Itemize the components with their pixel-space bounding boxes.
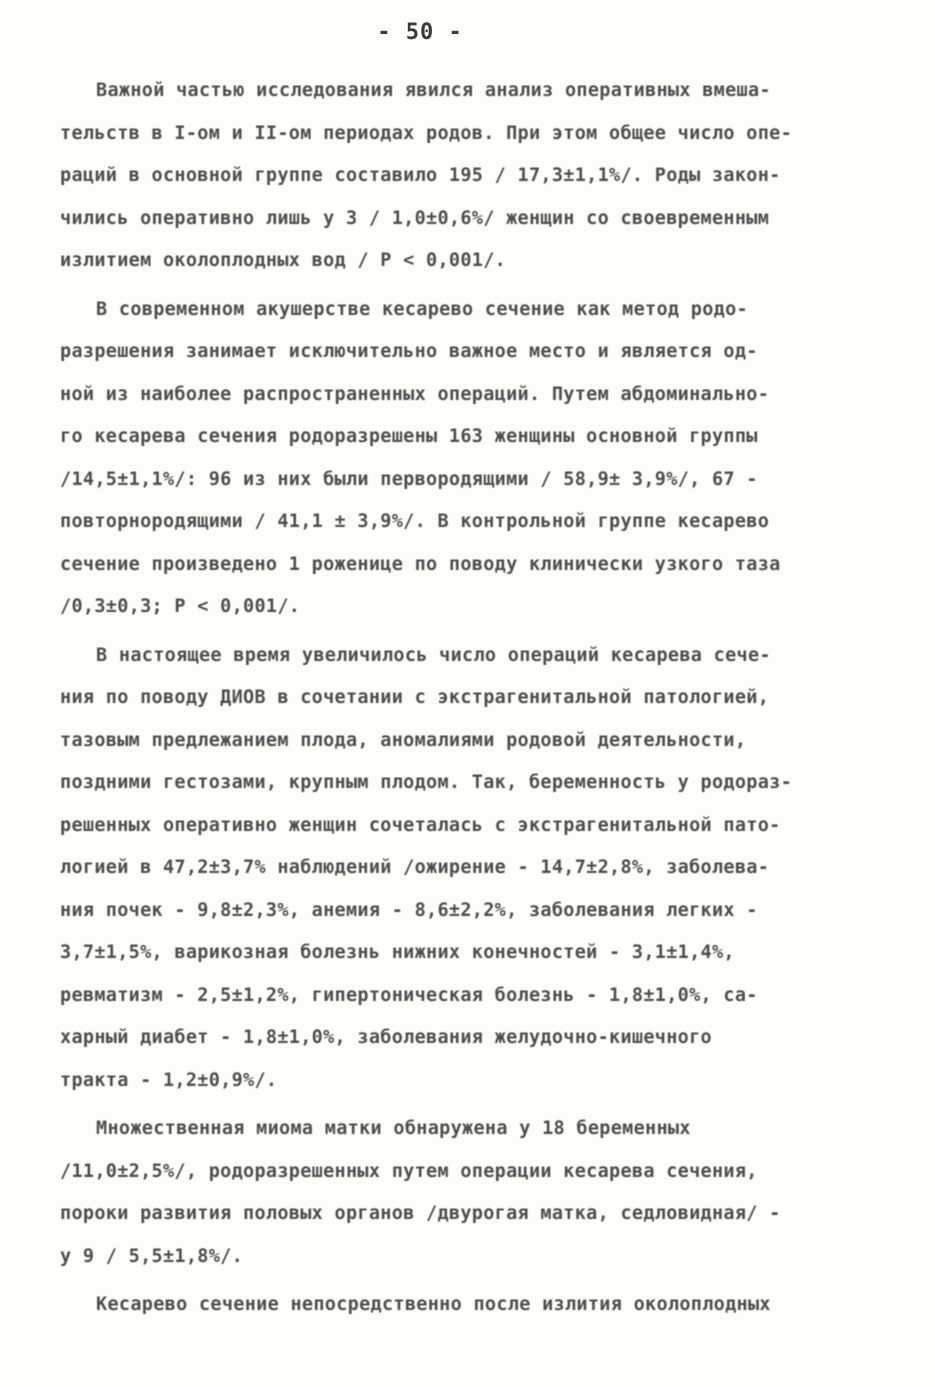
text-line: повторнородящими / 41,1 ± 3,9%/. В контрольной группе кесарево <box>60 511 770 532</box>
paragraph-1 <box>60 70 880 283</box>
text-line: В современном акушерстве кесарево сечение как метод родо- <box>96 298 748 320</box>
text-line: чились оперативно лишь у 3 / 1,0±0,6%/ женщин со своевременным <box>60 207 770 229</box>
text-line: ния по поводу ДИОВ в сочетании с экстрагенитальной патологией, <box>60 687 770 708</box>
text-line: харный диабет - 1,8±1,0%, заболевания желудочно-кишечного <box>60 1027 712 1048</box>
text-line: ния почек - 9,8±2,3%, анемия - 8,6±2,2%, заболевания легких - <box>60 899 758 921</box>
text-line: сечение произведено 1 роженице по поводу клинически узкого таза <box>60 553 781 575</box>
text-line: /0,3±0,3; P < 0,001/. <box>60 596 301 617</box>
text-line: раций в основной группе составило 195 / 17,3±1,1%/. Роды закон- <box>60 165 781 186</box>
document-body <box>60 70 880 1333</box>
paragraph-3 <box>60 635 880 1103</box>
text-line: у 9 / 5,5±1,8%/. <box>60 1245 244 1267</box>
text-line: Кесарево сечение непосредственно после излития околоплодных <box>96 1294 771 1315</box>
text-line: ревматизм - 2,5±1,2%, гипертоническая болезнь - 1,8±1,0%, са- <box>60 984 758 1006</box>
text-line: тазовым предлежанием плода, аномалиями родовой деятельности, <box>60 729 747 751</box>
paragraph-5 <box>60 1284 880 1327</box>
text-line: решенных оперативно женщин сочеталась с экстрагенитальной пато- <box>60 814 781 836</box>
text-line: пороки развития половых органов /двурогая матка, седловидная/ - <box>60 1203 781 1224</box>
text-line: /11,0±2,5%/, родоразрешенных путем операции кесарева сечения, <box>60 1160 758 1182</box>
page-number: - 50 - <box>377 20 463 45</box>
paragraph-2 <box>60 289 880 629</box>
text-line: разрешения занимает исключительно важное место и является од- <box>60 341 758 362</box>
text-line: излитием околоплодных вод / P < 0,001/. <box>60 250 507 271</box>
paragraph-4 <box>60 1108 880 1278</box>
text-line: тельств в I-ом и II-ом периодах родов. При этом общее число опе- <box>60 122 793 144</box>
text-line: Важной частью исследования явился анализ оперативных вмеша- <box>96 80 771 101</box>
text-line: логией в 47,2±3,7% наблюдений /ожирение - 14,7±2,8%, заболева- <box>60 857 770 878</box>
text-line: тракта - 1,2±0,9%/. <box>60 1069 278 1091</box>
text-line: поздними гестозами, крупным плодом. Так, беременность у родораз- <box>60 772 793 793</box>
text-line: 3,7±1,5%, варикозная болезнь нижних конечностей - 3,1±1,4%, <box>60 942 735 963</box>
text-line: ной из наиболее распространенных операций. Путем абдоминально- <box>60 383 770 405</box>
text-line: го кесарева сечения родоразрешены 163 женщины основной группы <box>60 426 758 447</box>
text-line: /14,5±1,1%/: 96 из них были первородящими / 58,9± 3,9%/, 67 - <box>60 468 758 490</box>
text-line: Множественная миома матки обнаружена у 18 беременных <box>96 1118 691 1139</box>
text-line: В настоящее время увеличилось число операций кесарева сече- <box>96 644 771 666</box>
